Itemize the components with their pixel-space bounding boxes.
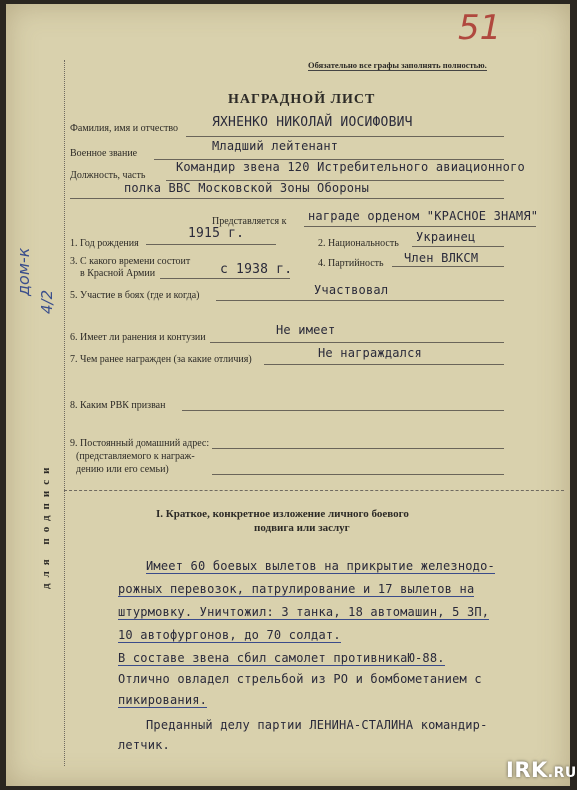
name-label: Фамилия, имя и отчество — [70, 123, 179, 134]
nationality-value: Украинец — [416, 230, 476, 244]
narrative-line: В составе звена сбил самолет противникаЮ-88. — [118, 651, 445, 665]
wounds-label: 6. Имеет ли ранения и контузии — [70, 332, 206, 343]
position-value-2: полка ВВС Московской Зоны Обороны — [124, 181, 370, 195]
awards-value: Не награждался — [318, 346, 422, 360]
nationality-label: 2. Национальность — [318, 238, 399, 249]
narrative-line: Отлично овладел стрельбой из РО и бомбометанием с — [118, 672, 482, 686]
address-label-3: дению или его семьи) — [76, 464, 169, 475]
birth-label: 1. Год рождения — [70, 238, 139, 249]
margin-line — [64, 60, 65, 766]
page-title: НАГРАДНОЙ ЛИСТ — [228, 92, 376, 107]
narrative-line: Имеет 60 боевых вылетов на прикрытие железнодо- — [146, 559, 495, 573]
narrative-line: штурмовку. Уничтожил: 3 танка, 18 автомашин, 5 ЗП, — [118, 605, 490, 619]
awards-label: 7. Чем ранее награжден (за какие отличия) — [70, 354, 252, 365]
rvk-label: 8. Каким РВК призван — [70, 400, 166, 411]
notice-text: Обязательно все графы заполнять полностью. — [308, 60, 487, 70]
award-sheet — [6, 4, 577, 786]
army-label-2: в Красной Армии — [80, 268, 156, 279]
watermark-logo: IRK.RU — [506, 758, 577, 782]
wounds-value: Не имеет — [276, 323, 336, 337]
rank-label: Военное звание — [70, 148, 138, 159]
combat-label: 5. Участие в боях (где и когда) — [70, 290, 200, 301]
nominated-value: награде орденом "КРАСНОЕ ЗНАМЯ" — [308, 209, 539, 223]
address-label-2: (представляемого к награж- — [76, 451, 195, 462]
party-value: Член ВЛКСМ — [404, 251, 479, 265]
position-label: Должность, часть — [70, 170, 146, 181]
section-heading-1: I. Краткое, конкретное изложение личного боевого — [156, 508, 409, 520]
narrative-line: пикирования. — [118, 693, 208, 707]
narrative-line: рожных перевозок, патрулирование и 17 вылетов на — [118, 582, 475, 596]
narrative-line: 10 автофургонов, до 70 солдат. — [118, 628, 341, 642]
section-separator — [64, 490, 564, 491]
army-value: с 1938 г. — [220, 262, 293, 277]
section-heading-2: подвига или заслуг — [254, 522, 350, 534]
side-caption: для подписи — [40, 461, 52, 589]
army-label-1: 3. С какого времени состоит — [70, 256, 191, 267]
narrative-line: летчик. — [118, 738, 170, 752]
narrative-line: Преданный делу партии ЛЕНИНА-СТАЛИНА командир- — [146, 718, 488, 732]
name-value: ЯХНЕНКО НИКОЛАЙ ИОСИФОВИЧ — [212, 115, 413, 130]
nominated-label: Представляется к — [212, 216, 287, 227]
archive-page-number: 51 — [458, 8, 502, 48]
position-value-1: Командир звена 120 Истребительного авиационного — [176, 160, 525, 174]
birth-value: 1915 г. — [188, 226, 245, 241]
side-handwritten-1: дом-к — [14, 247, 33, 296]
side-handwritten-2: 4/2 — [38, 289, 56, 314]
address-label-1: 9. Постоянный домашний адрес: — [70, 438, 210, 449]
rank-value: Младший лейтенант — [212, 139, 339, 153]
combat-value: Участвовал — [314, 283, 389, 297]
party-label: 4. Партийность — [318, 258, 384, 269]
